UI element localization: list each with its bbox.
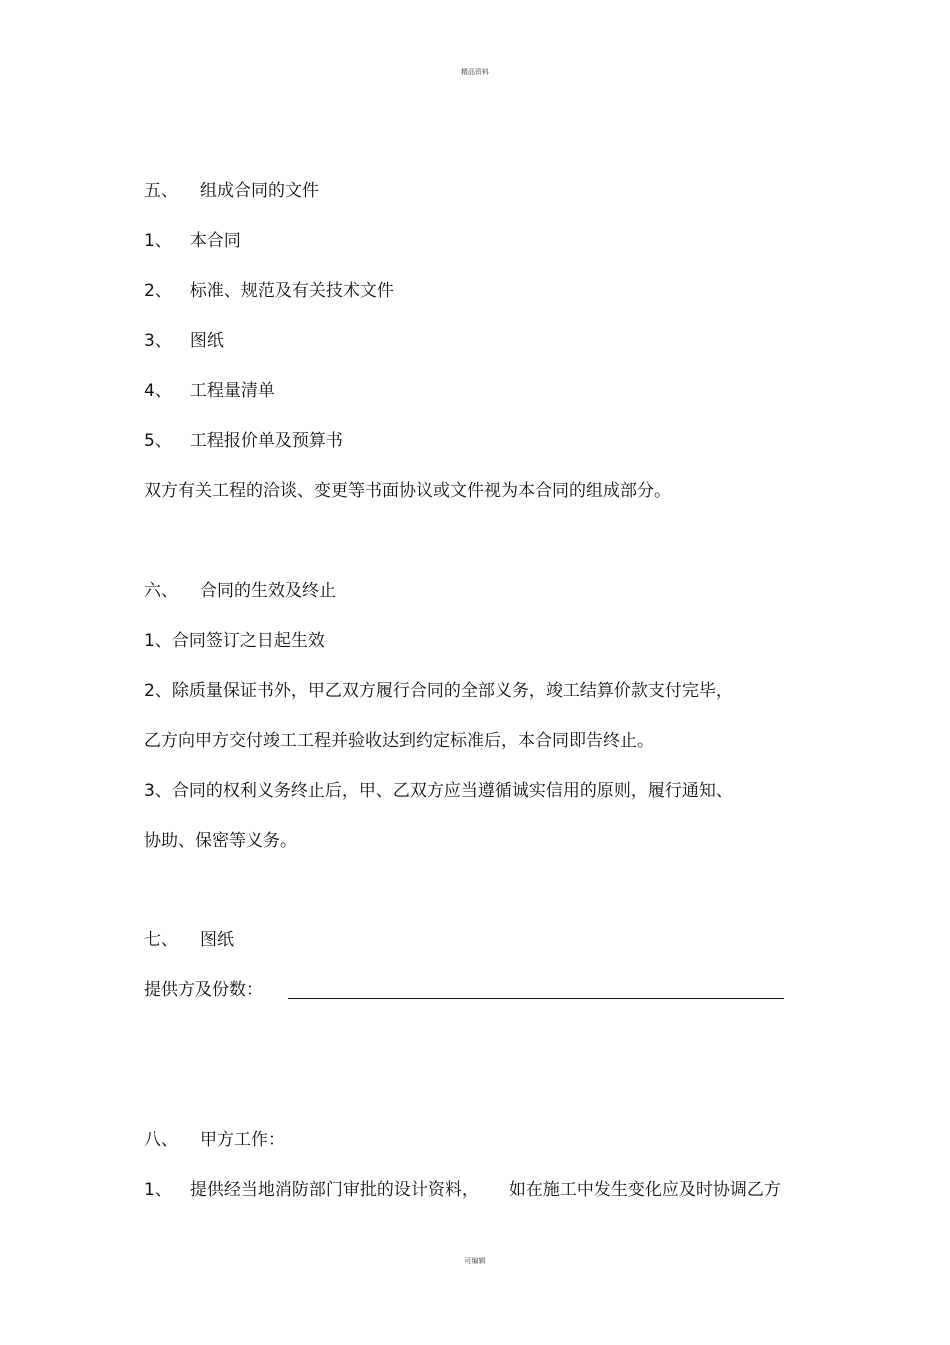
item-text-continued: 如在施工中发生变化应及时协调乙方 [508, 1180, 781, 1200]
item-text: 工程量清单 [189, 381, 275, 401]
list-item [144, 330, 224, 352]
list-item [144, 1179, 781, 1201]
field-label: 提供方及份数： [144, 980, 263, 1000]
item-text: 标准、规范及有关技术文件 [189, 281, 394, 301]
list-item [144, 430, 343, 452]
paragraph: 乙方向甲方交付竣工工程并验收达到约定标准后，本合同即告终止。 [144, 731, 654, 751]
item-text: 工程报价单及预算书 [189, 431, 343, 451]
section-title: 合同的生效及终止 [200, 581, 336, 601]
list-item [144, 230, 241, 252]
paragraph: 1、合同签订之日起生效 [144, 631, 325, 651]
item-number: 3、 [144, 331, 172, 351]
page-header: 精品资料 [461, 68, 489, 76]
page-footer: 可编辑 [464, 1257, 486, 1265]
item-number: 2、 [144, 281, 172, 301]
item-text: 本合同 [189, 231, 241, 251]
item-number: 1、 [144, 231, 172, 251]
section-8-heading [144, 1129, 285, 1151]
section-title: 图纸 [200, 930, 234, 950]
section-number: 八、 [144, 1130, 178, 1150]
section-number: 七、 [144, 930, 178, 950]
item-number: 1、 [144, 1180, 172, 1200]
fill-in-blank-line[interactable] [288, 998, 784, 999]
paragraph: 协助、保密等义务。 [144, 831, 297, 851]
section-title: 组成合同的文件 [200, 181, 319, 201]
section-6-heading [144, 580, 336, 602]
list-item [144, 280, 394, 302]
section-title: 甲方工作： [200, 1130, 285, 1150]
item-text: 图纸 [189, 331, 224, 351]
paragraph: 3、合同的权利义务终止后，甲、乙双方应当遵循诚实信用的原则，履行通知、 [144, 781, 733, 801]
section-number: 五、 [144, 181, 178, 201]
item-text: 提供经当地消防部门审批的设计资料， [189, 1180, 479, 1200]
list-item [144, 380, 275, 402]
section-7-heading [144, 929, 234, 951]
section-number: 六、 [144, 581, 178, 601]
item-number: 5、 [144, 431, 172, 451]
item-number: 4、 [144, 381, 172, 401]
paragraph: 2、除质量保证书外，甲乙双方履行合同的全部义务，竣工结算价款支付完毕， [144, 681, 733, 701]
section-5-heading [144, 180, 319, 202]
paragraph: 双方有关工程的洽谈、变更等书面协议或文件视为本合同的组成部分。 [144, 481, 671, 501]
